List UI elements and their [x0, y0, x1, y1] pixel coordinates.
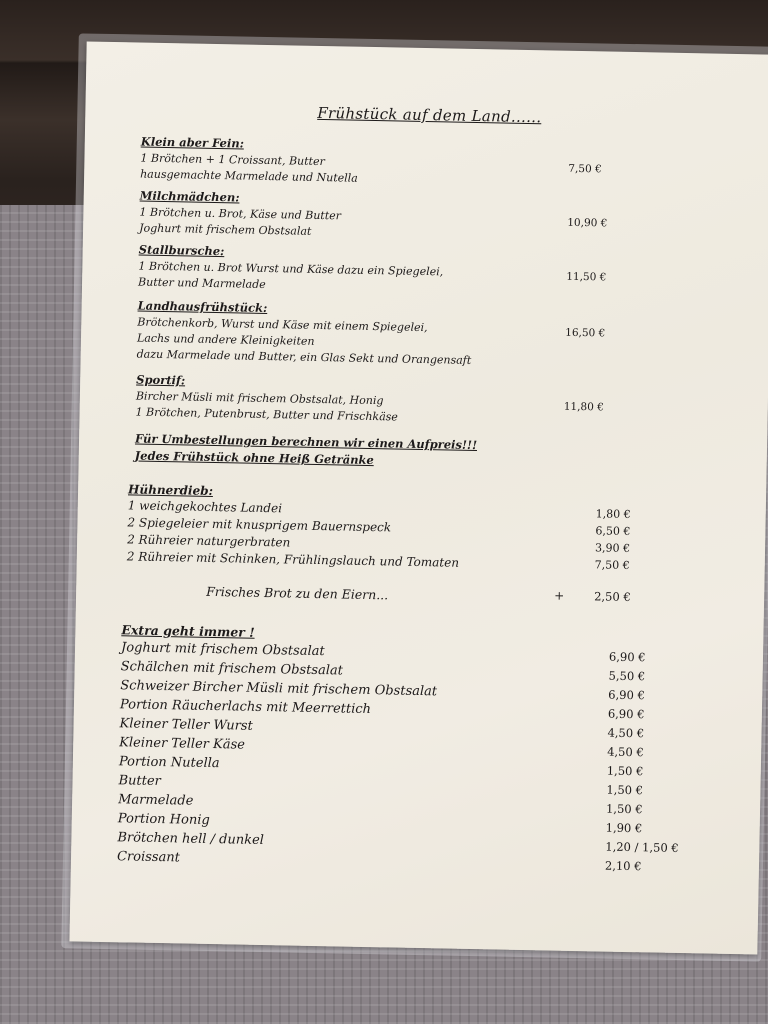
- item-name: Landhausfrühstück:: [137, 298, 268, 315]
- item-price: 11,50 €: [566, 270, 607, 284]
- item-name: Butter: [118, 773, 161, 790]
- item-line: dazu Marmelade und Butter, ein Glas Sekt und Orangensaft: [136, 347, 472, 367]
- menu-item-sportif: [135, 372, 696, 431]
- item-price: 6,50 €: [595, 524, 631, 539]
- item-price: 1,20 / 1,50 €: [605, 839, 679, 855]
- section-huehnerdieb: [127, 482, 709, 577]
- item-name: Portion Nutella: [118, 754, 220, 772]
- bread-plus: +: [554, 588, 565, 603]
- section-extras: [117, 622, 722, 879]
- item-name: Joghurt mit frischem Obstsalat: [120, 640, 325, 660]
- item-name: Schälchen mit frischem Obstsalat: [120, 659, 344, 679]
- bread-price: 2,50 €: [594, 589, 631, 605]
- item-name: Stallbursche:: [138, 242, 225, 259]
- item-price: 7,50 €: [594, 558, 630, 572]
- item-price: 16,50 €: [565, 326, 606, 340]
- item-name: Portion Honig: [117, 811, 210, 828]
- notice-line: Jedes Frühstück ohne Heiß Getränke: [134, 448, 374, 468]
- item-line: 1 Brötchen u. Brot, Käse und Butter: [139, 205, 342, 223]
- section-title: Extra geht immer !: [121, 622, 255, 640]
- item-price: 10,90 €: [567, 216, 608, 230]
- item-line: hausgemachte Marmelade und Nutella: [140, 167, 358, 185]
- item-name: Schweizer Bircher Müsli mit frischem Obstsalat: [120, 678, 438, 700]
- notice-line: Für Umbestellungen berechnen wir einen Aufpreis!!!: [134, 431, 478, 453]
- item-name: 1 weichgekochtes Landei: [127, 498, 283, 516]
- item-price: 11,80 €: [563, 400, 604, 414]
- item-price: 1,50 €: [605, 801, 643, 817]
- item-price: 1,50 €: [606, 782, 644, 798]
- item-line: Lachs und andere Kleinigkeiten: [136, 331, 315, 348]
- item-line: Joghurt mit frischem Obstsalat: [139, 221, 312, 238]
- item-name: Klein aber Fein:: [140, 134, 245, 151]
- item-price: 6,90 €: [608, 649, 646, 665]
- section-title: Hühnerdieb:: [127, 482, 214, 498]
- item-name: Kleiner Teller Käse: [119, 735, 246, 753]
- item-line: 1 Brötchen + 1 Croissant, Butter: [140, 151, 325, 169]
- item-price: 1,50 €: [606, 763, 644, 779]
- item-price: 6,90 €: [608, 687, 645, 703]
- notice-block: [135, 430, 478, 471]
- item-name: Croissant: [116, 849, 181, 866]
- item-line: 1 Brötchen, Putenbrust, Butter und Frischkäse: [135, 405, 399, 424]
- item-price: 1,80 €: [595, 507, 631, 522]
- item-price: 2,10 €: [604, 858, 642, 874]
- item-line: Brötchenkorb, Wurst und Käse mit einem Spiegelei,: [137, 315, 428, 335]
- menu-item-klein-aber-fein: [140, 135, 701, 194]
- item-name: Brötchen hell / dunkel: [117, 830, 265, 849]
- item-name: 2 Rühreier mit Schinken, Frühlingslauch und Tomaten: [126, 549, 460, 570]
- item-price: 5,50 €: [608, 668, 646, 684]
- menu-item-landhausfruehstueck: [137, 299, 698, 374]
- item-price: 4,50 €: [607, 725, 645, 741]
- menu-sheet: [69, 41, 768, 954]
- item-name: Kleiner Teller Wurst: [119, 716, 253, 734]
- item-price: 3,90 €: [594, 541, 631, 556]
- item-line: Bircher Müsli mit frischem Obstsalat, Honig: [135, 389, 384, 408]
- item-price: 6,90 €: [607, 706, 645, 722]
- item-price: 7,50 €: [568, 162, 602, 176]
- item-price: 1,90 €: [605, 820, 643, 836]
- menu-title: Frühstück auf dem Land......: [317, 103, 542, 127]
- menu-item-stallbursche: [138, 243, 699, 302]
- bread-label: Frisches Brot zu den Eiern...: [206, 583, 389, 603]
- item-name: 2 Spiegeleier mit knusprigem Bauernspeck: [127, 515, 392, 535]
- item-name: Milchmädchen:: [139, 188, 240, 205]
- item-name: 2 Rühreier naturgerbraten: [127, 532, 291, 550]
- item-price: 4,50 €: [607, 744, 644, 760]
- menu-item-milchmaedchen: [139, 189, 700, 248]
- item-name: Marmelade: [118, 792, 194, 809]
- item-name: Portion Räucherlachs mit Meerrettich: [119, 697, 372, 718]
- item-name: Sportif:: [136, 372, 186, 388]
- item-line: Butter und Marmelade: [137, 275, 266, 291]
- item-line: 1 Brötchen u. Brot Wurst und Käse dazu ein Spiegelei,: [138, 259, 444, 279]
